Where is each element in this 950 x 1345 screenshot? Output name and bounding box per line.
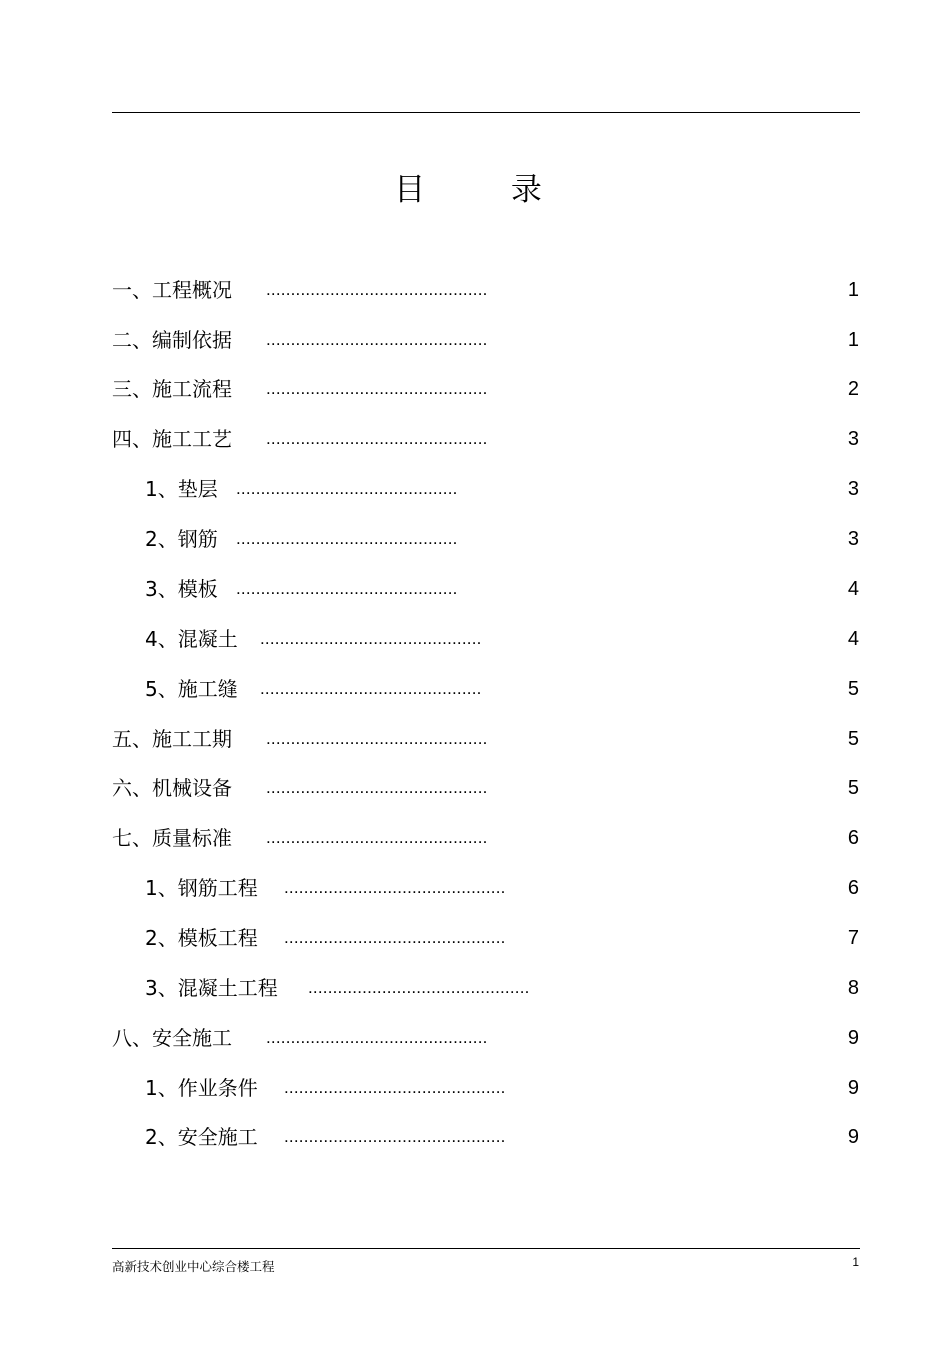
toc-entry-page: 6 bbox=[847, 827, 859, 849]
toc-leader-dots: ............................................. bbox=[260, 629, 482, 648]
toc-entry-page: 4 bbox=[847, 578, 859, 600]
footer-project-name: 高新技术创业中心综合楼工程 bbox=[112, 1259, 275, 1274]
toc-entry-page: 3 bbox=[847, 428, 859, 450]
toc-leader-dots: ............................................. bbox=[236, 529, 458, 548]
toc-entry-label: 2、钢筋 bbox=[145, 527, 218, 551]
toc-entry[interactable] bbox=[0, 1023, 950, 1053]
toc-entry-page: 9 bbox=[847, 1077, 859, 1099]
footer-rule bbox=[112, 1248, 860, 1249]
toc-entry[interactable] bbox=[0, 624, 950, 654]
toc-entry[interactable] bbox=[0, 923, 950, 953]
toc-entry-page: 1 bbox=[847, 279, 859, 301]
toc-entry-page: 5 bbox=[847, 678, 859, 700]
toc-entry[interactable] bbox=[0, 325, 950, 355]
toc-leader-dots: ............................................. bbox=[308, 978, 530, 997]
toc-entry[interactable] bbox=[0, 474, 950, 504]
toc-leader-dots: ............................................. bbox=[284, 928, 506, 947]
toc-leader-dots: ............................................. bbox=[236, 579, 458, 598]
toc-leader-dots: ............................................. bbox=[260, 679, 482, 698]
toc-leader-dots: ............................................. bbox=[236, 479, 458, 498]
toc-entry-page: 3 bbox=[847, 528, 859, 550]
toc-leader-dots: ............................................. bbox=[266, 828, 488, 847]
toc-entry[interactable] bbox=[0, 823, 950, 853]
toc-entry-label: 五、施工工期 bbox=[112, 727, 232, 751]
toc-entry-page: 5 bbox=[847, 728, 859, 750]
toc-entry-page: 7 bbox=[847, 927, 859, 949]
toc-entry[interactable] bbox=[0, 275, 950, 305]
toc-entry-label: 2、安全施工 bbox=[145, 1125, 258, 1149]
toc-entry[interactable] bbox=[0, 524, 950, 554]
toc-entry[interactable] bbox=[0, 424, 950, 454]
toc-entry-page: 6 bbox=[847, 877, 859, 899]
toc-entry-page: 1 bbox=[847, 329, 859, 351]
toc-leader-dots: ............................................. bbox=[266, 330, 488, 349]
toc-entry-label: 1、钢筋工程 bbox=[145, 876, 258, 900]
toc-leader-dots: ............................................. bbox=[266, 729, 488, 748]
toc-entry-label: 1、作业条件 bbox=[145, 1076, 258, 1100]
footer-page-number: 1 bbox=[852, 1255, 859, 1269]
toc-entry[interactable] bbox=[0, 574, 950, 604]
toc-leader-dots: ............................................. bbox=[284, 1078, 506, 1097]
toc-entry-page: 5 bbox=[847, 777, 859, 799]
toc-entry-label: 七、质量标准 bbox=[112, 826, 232, 850]
toc-entry[interactable] bbox=[0, 1122, 950, 1152]
toc-entry[interactable] bbox=[0, 973, 950, 1003]
toc-entry-label: 3、模板 bbox=[145, 577, 218, 601]
toc-entry-label: 3、混凝土工程 bbox=[145, 976, 278, 1000]
toc-entry[interactable] bbox=[0, 674, 950, 704]
toc-entry-label: 5、施工缝 bbox=[145, 677, 238, 701]
toc-entry-label: 六、机械设备 bbox=[112, 776, 232, 800]
toc-title: 目 录 bbox=[394, 172, 580, 208]
toc-entry-page: 3 bbox=[847, 478, 859, 500]
toc-entry[interactable] bbox=[0, 873, 950, 903]
toc-entry-label: 四、施工工艺 bbox=[112, 427, 232, 451]
toc-entry[interactable] bbox=[0, 1073, 950, 1103]
toc-entry-page: 2 bbox=[847, 378, 859, 400]
toc-entry-label: 一、工程概况 bbox=[112, 278, 232, 302]
toc-entry[interactable] bbox=[0, 773, 950, 803]
toc-entry-label: 4、混凝土 bbox=[145, 627, 238, 651]
toc-entry-label: 1、垫层 bbox=[145, 477, 218, 501]
toc-entry[interactable] bbox=[0, 374, 950, 404]
toc-entry-page: 8 bbox=[847, 977, 859, 999]
toc-entry-page: 9 bbox=[847, 1027, 859, 1049]
toc-entry-label: 八、安全施工 bbox=[112, 1026, 232, 1050]
toc-entry-label: 2、模板工程 bbox=[145, 926, 258, 950]
toc-entry[interactable] bbox=[0, 724, 950, 754]
toc-entry-label: 三、施工流程 bbox=[112, 377, 232, 401]
toc-leader-dots: ............................................. bbox=[266, 429, 488, 448]
toc-leader-dots: ............................................. bbox=[284, 1127, 506, 1146]
toc-entry-label: 二、编制依据 bbox=[112, 328, 232, 352]
toc-leader-dots: ............................................. bbox=[266, 1028, 488, 1047]
toc-leader-dots: ............................................. bbox=[266, 280, 488, 299]
toc-leader-dots: ............................................. bbox=[266, 379, 488, 398]
toc-entry-page: 9 bbox=[847, 1126, 859, 1148]
toc-leader-dots: ............................................. bbox=[266, 778, 488, 797]
toc-leader-dots: ............................................. bbox=[284, 878, 506, 897]
toc-entry-page: 4 bbox=[847, 628, 859, 650]
